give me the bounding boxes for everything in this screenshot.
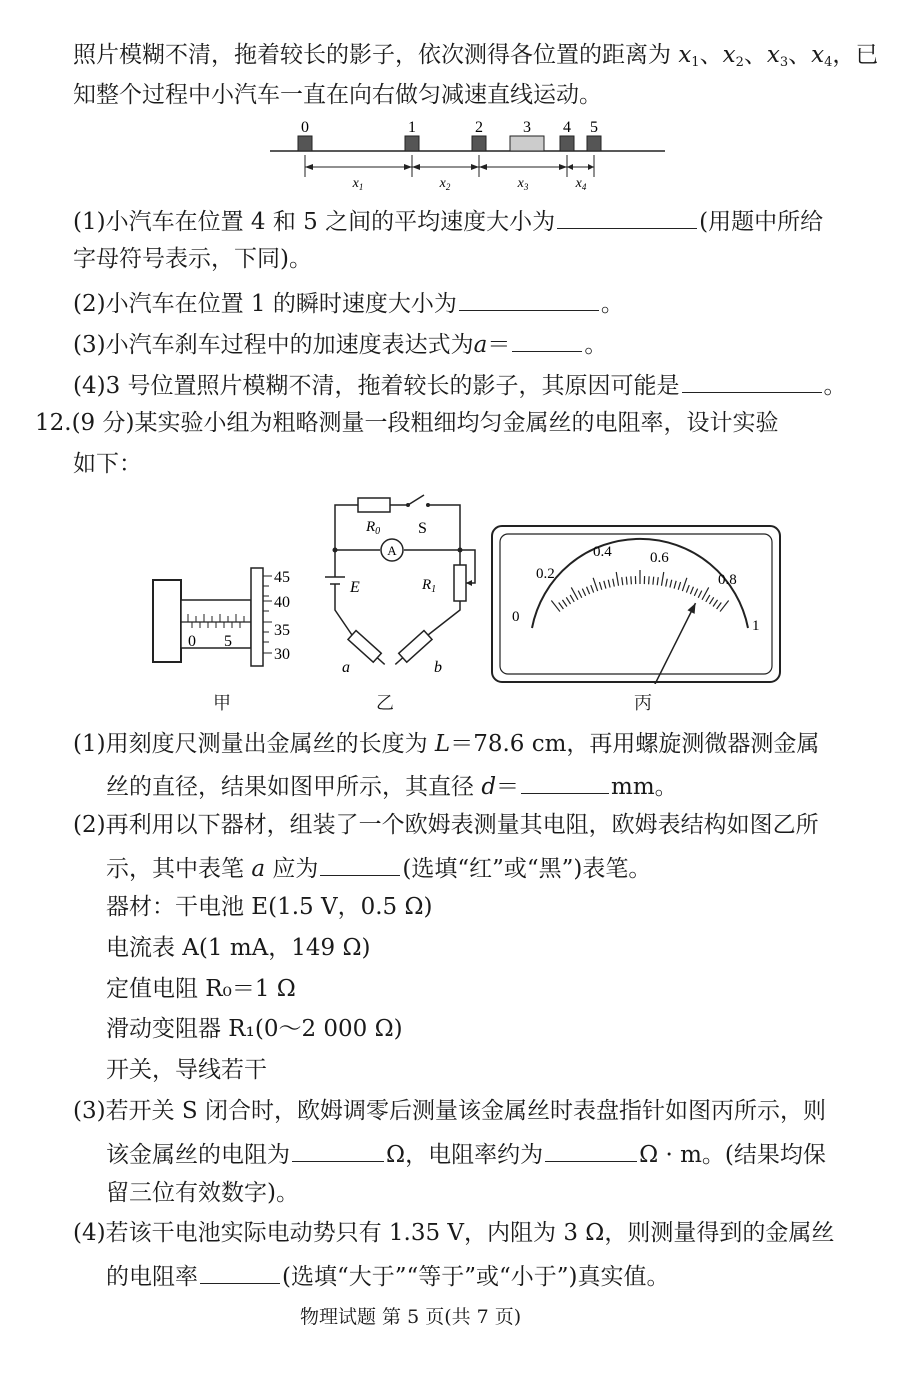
x2-var: x xyxy=(722,42,736,68)
q12-answer-blank-diameter[interactable] xyxy=(521,773,609,794)
label-S: S xyxy=(418,520,427,537)
caption-yi: 乙 xyxy=(376,693,394,714)
probe-b-label: b xyxy=(434,659,442,676)
dial-tick xyxy=(649,576,650,584)
x3-var: x xyxy=(766,42,780,68)
q12-answer-blank-compare[interactable] xyxy=(200,1263,280,1284)
pos-label-2: 2 xyxy=(475,119,483,136)
q11-part3: (3)小汽车刹车过程中的加速度表达式为a＝ 。 xyxy=(73,332,608,358)
x1-var: x xyxy=(678,42,692,68)
q12-stem-cont: 如下： xyxy=(73,451,142,477)
ammeter-label: A xyxy=(387,543,397,558)
thimble-label-35: 35 xyxy=(274,622,290,639)
q11-part4: (4)3 号位置照片模糊不清，拖着较长的影子，其原因可能是 。 xyxy=(73,373,847,399)
equipment-5: 开关，导线若干 xyxy=(106,1057,267,1083)
q11-intro-line1: 照片模糊不清，拖着较长的影子，依次测得各位置的距离为 $x_1$、$x_2$、$x_3$、$x_4$，已 xyxy=(73,42,879,70)
dial-label-0: 0 xyxy=(512,609,520,625)
dial-tick xyxy=(653,577,654,585)
q11-part1: (1)小汽车在位置 4 和 5 之间的平均速度大小为 (用题中所给 xyxy=(73,209,824,235)
dial-tick xyxy=(626,577,627,585)
q11-part2: (2)小汽车在位置 1 的瞬时速度大小为 。 xyxy=(73,291,624,317)
q12-part3-cont: 该金属丝的电阻为 Ω，电阻率约为 Ω · m。(结果均保 xyxy=(106,1142,826,1168)
q12-answer-blank-probe[interactable] xyxy=(320,855,400,876)
thimble-label-45: 45 xyxy=(274,569,290,586)
pos-label-3: 3 xyxy=(523,119,531,136)
sleeve-label-5: 5 xyxy=(224,633,232,650)
pos-label-4: 4 xyxy=(563,119,571,136)
caption-bing: 丙 xyxy=(634,693,652,714)
q11-answer-blank-2[interactable] xyxy=(459,290,599,311)
seg-x4: $x_4$ xyxy=(575,176,587,192)
ohmmeter-circuit xyxy=(320,485,485,685)
dial-tick xyxy=(631,576,632,584)
caption-jia: 甲 xyxy=(213,693,231,714)
meter-dial-figure xyxy=(490,524,782,684)
dial-label-1: 1 xyxy=(752,618,760,634)
q12-part4: (4)若该干电池实际电动势只有 1.35 V，内阻为 3 Ω，则测量得到的金属丝 xyxy=(73,1220,835,1246)
q11-position-figure xyxy=(260,115,680,200)
seg-x2: $x_2$ xyxy=(439,176,451,192)
q11-part1-cont: 字母符号表示，下同)。 xyxy=(73,246,312,272)
page-footer: 物理试题 第 5 页(共 7 页) xyxy=(300,1306,522,1328)
equipment-2: 电流表 A(1 mA，149 Ω) xyxy=(106,935,371,961)
q12-part2-cont: 示，其中表笔 a 应为 (选填“红”或“黑”)表笔。 xyxy=(106,856,652,882)
dial-label-0.2: 0.2 xyxy=(536,566,555,582)
dial-label-0.8: 0.8 xyxy=(718,572,737,588)
micrometer-figure xyxy=(148,560,298,670)
q11-intro-line2: 知整个过程中小汽车一直在向右做匀减速直线运动。 xyxy=(73,82,602,108)
q12-answer-blank-resistivity[interactable] xyxy=(545,1141,637,1162)
equipment-1: 器材：干电池 E(1.5 V，0.5 Ω) xyxy=(106,894,433,920)
pos-label-5: 5 xyxy=(590,119,598,136)
q12-part1-cont: 丝的直径，结果如图甲所示，其直径 d＝ mm。 xyxy=(106,774,678,800)
x4-var: x xyxy=(811,42,825,68)
equipment-3: 定值电阻 R₀＝1 Ω xyxy=(106,976,296,1002)
pos-label-1: 1 xyxy=(408,119,416,136)
thimble-label-40: 40 xyxy=(274,594,290,611)
seg-x1: $x_1$ xyxy=(352,176,364,192)
q12-part1: (1)用刻度尺测量出金属丝的长度为 L＝78.6 cm，再用螺旋测微器测金属 xyxy=(73,731,820,757)
sleeve-label-0: 0 xyxy=(188,633,196,650)
dial-label-0.4: 0.4 xyxy=(593,544,612,560)
dial-label-0.6: 0.6 xyxy=(650,550,669,566)
label-E: E xyxy=(350,579,360,596)
q11-answer-blank-4[interactable] xyxy=(682,372,822,393)
pos-label-0: 0 xyxy=(301,119,309,136)
label-R1: $R_1$ xyxy=(422,577,437,595)
q12-stem: 12.(9 分)某实验小组为粗略测量一段粗细均匀金属丝的电阻率，设计实验 xyxy=(35,410,779,436)
equipment-4: 滑动变阻器 R₁(0～2 000 Ω) xyxy=(106,1016,403,1042)
seg-x3: $x_3$ xyxy=(517,176,529,192)
q11-answer-blank-3[interactable] xyxy=(512,331,582,352)
q12-part3: (3)若开关 S 闭合时，欧姆调零后测量该金属丝时表盘指针如图丙所示，则 xyxy=(73,1098,826,1124)
probe-a-label: a xyxy=(342,659,350,676)
label-R0: $R_0$ xyxy=(366,519,381,537)
thimble-label-30: 30 xyxy=(274,646,290,663)
q12-part3-cont2: 留三位有效数字)。 xyxy=(106,1180,299,1206)
q12-part2: (2)再利用以下器材，组装了一个欧姆表测量其电阻，欧姆表结构如图乙所 xyxy=(73,812,819,838)
q12-answer-blank-resistance[interactable] xyxy=(292,1141,384,1162)
q12-part4-cont: 的电阻率 (选填“大于”“等于”或“小于”)真实值。 xyxy=(106,1264,670,1290)
q11-answer-blank-1[interactable] xyxy=(557,208,697,229)
